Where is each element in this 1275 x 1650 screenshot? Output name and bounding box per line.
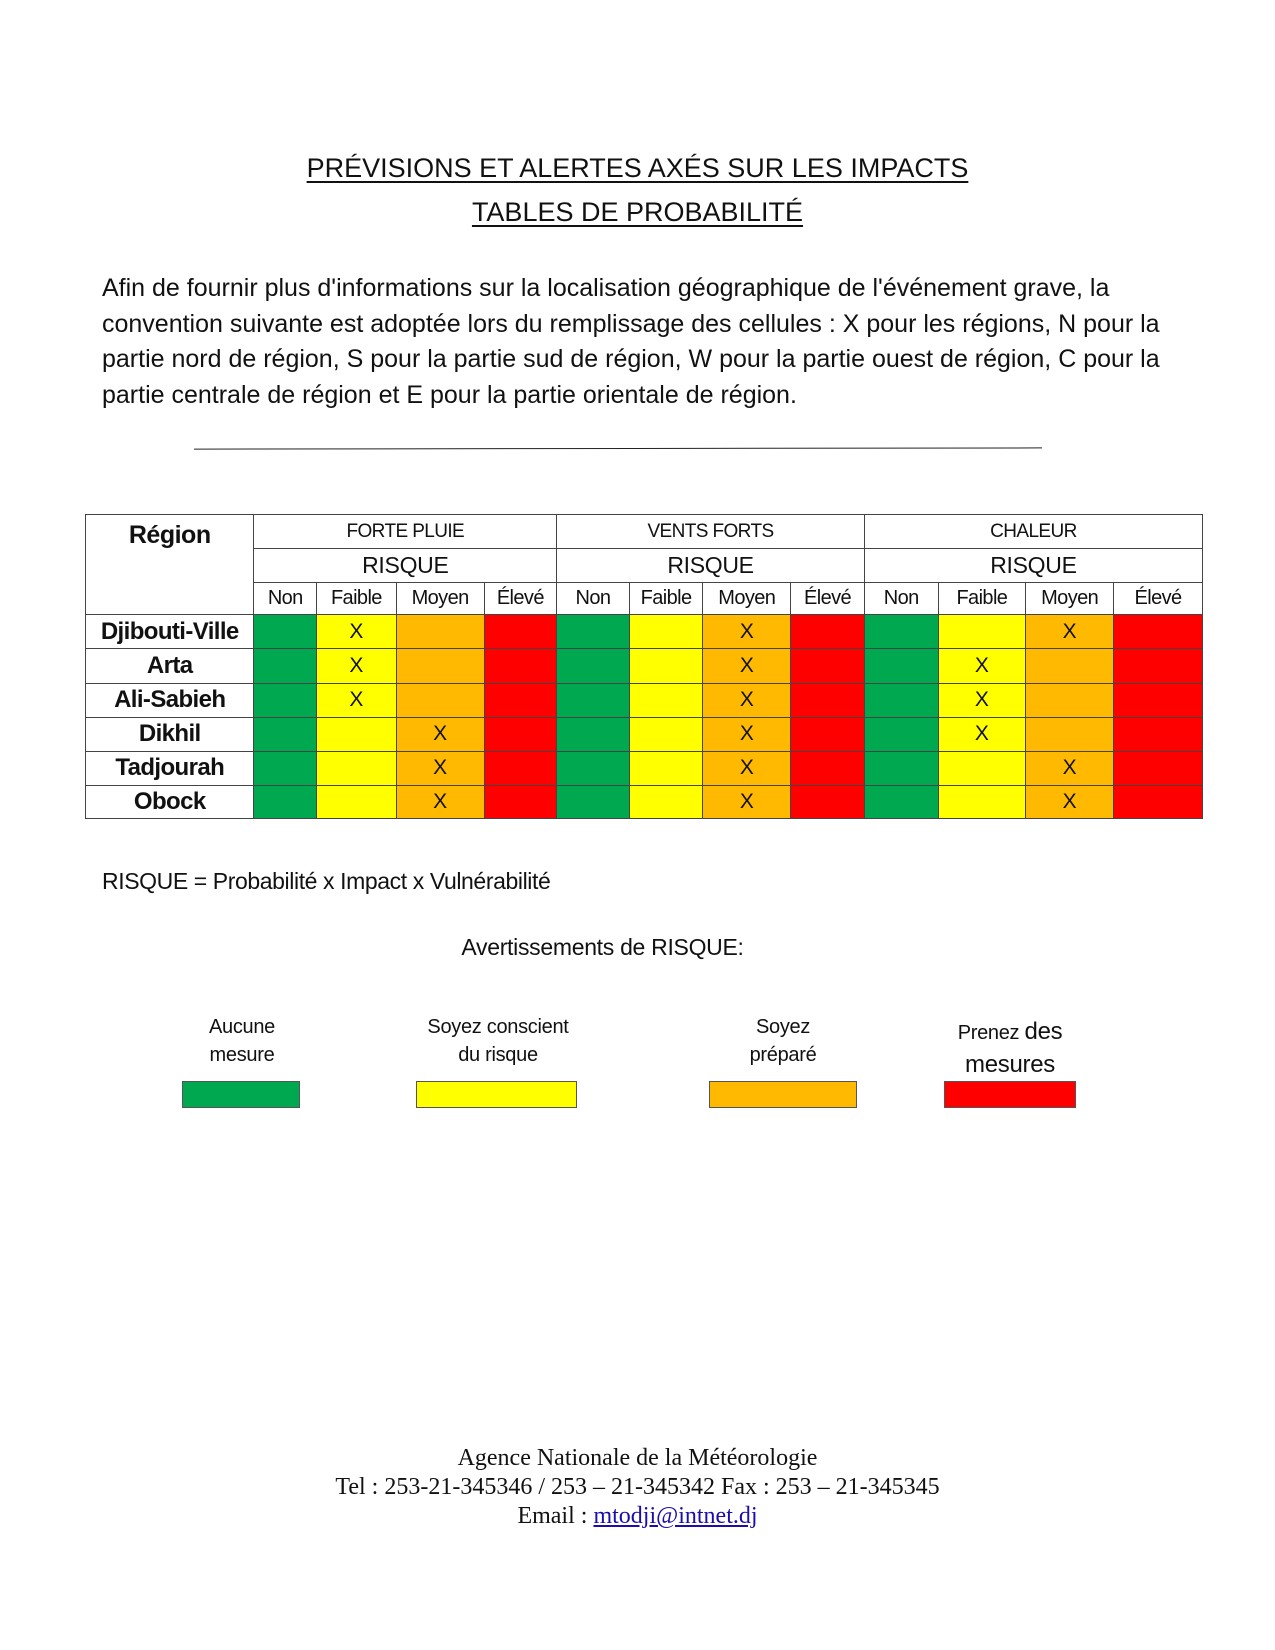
risk-cell	[938, 615, 1026, 649]
risk-cell	[484, 751, 557, 785]
email-link[interactable]: mtodji@intnet.dj	[593, 1503, 758, 1529]
risk-cell	[938, 785, 1026, 818]
title-line-1: PRÉVISIONS ET ALERTES AXÉS SUR LES IMPACTS	[306, 153, 969, 183]
risk-cell	[864, 683, 938, 717]
legend-label-line: du risque	[458, 1044, 538, 1066]
risk-cell	[557, 649, 630, 683]
risk-cell: X	[703, 717, 791, 751]
risk-cell	[254, 717, 317, 751]
level-header-row	[86, 583, 1203, 615]
legend-label-line: préparé	[749, 1044, 817, 1066]
footer	[0, 1444, 1275, 1531]
legend-label-line: des	[1024, 1018, 1063, 1045]
code-w: W	[688, 345, 713, 373]
risk-cell: X	[938, 683, 1026, 717]
risk-cell	[864, 751, 938, 785]
risk-cell: X	[703, 649, 791, 683]
risk-cell	[629, 785, 703, 818]
risk-cell	[317, 751, 397, 785]
footer-agency: Agence Nationale de la Météorologie	[457, 1445, 818, 1471]
legend-label-green	[172, 1013, 312, 1069]
risk-cell: X	[317, 649, 397, 683]
risk-cell	[1026, 649, 1114, 683]
intro-text: Afin de fournir plus d'informations sur la localisation géographique de l'événement grave, la convention suivante est adoptée lors du remplissage des cellules :	[102, 274, 1110, 338]
title-line-2: TABLES DE PROBABILITÉ	[471, 197, 804, 227]
level-header: Moyen	[1026, 583, 1114, 615]
risk-cell	[629, 649, 703, 683]
risk-cell	[1114, 717, 1203, 751]
risk-cell	[396, 683, 484, 717]
risk-header: RISQUE	[557, 549, 865, 583]
warnings-title: Avertissements de RISQUE:	[461, 934, 744, 960]
risk-cell	[1114, 785, 1203, 818]
risk-cell	[1114, 751, 1203, 785]
risk-cell: X	[1026, 615, 1114, 649]
risk-cell	[484, 649, 557, 683]
risk-cell: X	[317, 615, 397, 649]
risk-cell	[791, 615, 865, 649]
legend-label-yellow	[408, 1013, 588, 1069]
intro-text: pour la partie centrale de région et	[102, 345, 1160, 409]
legend-label-line: Soyez conscient	[427, 1016, 569, 1038]
region-name: Arta	[86, 649, 254, 683]
intro-text: pour la partie ouest de région,	[712, 345, 1059, 373]
legend-label-orange	[720, 1013, 846, 1069]
risk-cell	[1114, 649, 1203, 683]
risk-cell	[1026, 717, 1114, 751]
intro-text: pour la partie nord de région,	[102, 309, 1160, 373]
region-name: Djibouti-Ville	[86, 615, 254, 649]
legend-label-line: Aucune	[208, 1016, 276, 1038]
code-x: X	[842, 309, 860, 338]
risk-cell	[484, 683, 557, 717]
intro-text: pour les régions,	[859, 309, 1059, 338]
legend-label-line: mesures	[965, 1051, 1055, 1078]
risk-cell	[317, 717, 397, 751]
risk-cell	[629, 717, 703, 751]
risk-cell: X	[703, 615, 791, 649]
intro-paragraph	[102, 271, 1192, 413]
risk-cell: X	[703, 751, 791, 785]
risk-cell	[864, 649, 938, 683]
risk-cell	[629, 751, 703, 785]
level-header: Non	[254, 583, 317, 615]
risk-cell	[557, 717, 630, 751]
legend-swatch-orange	[709, 1081, 857, 1108]
code-n: N	[1058, 309, 1077, 338]
footer-email-line	[0, 1502, 1275, 1531]
risk-cell	[254, 751, 317, 785]
level-header: Élevé	[484, 583, 557, 615]
risk-cell: X	[703, 683, 791, 717]
legend-label-line: mesure	[209, 1044, 275, 1066]
risk-cell: X	[703, 785, 791, 818]
risk-cell: X	[938, 717, 1026, 751]
risk-cell	[484, 615, 557, 649]
probability-table	[85, 514, 1203, 819]
risk-cell	[629, 615, 703, 649]
code-s: S	[346, 345, 364, 373]
risk-header: RISQUE	[254, 549, 557, 583]
risk-cell: X	[317, 683, 397, 717]
table-row	[86, 717, 1203, 751]
level-header: Non	[557, 583, 630, 615]
risk-cell	[396, 649, 484, 683]
risk-cell	[791, 649, 865, 683]
risk-cell	[791, 785, 865, 818]
legend-swatch-red	[944, 1081, 1076, 1108]
risk-cell: X	[396, 717, 484, 751]
risk-cell	[791, 717, 865, 751]
risk-cell	[791, 683, 865, 717]
region-name: Obock	[86, 785, 254, 818]
table-row	[86, 751, 1203, 785]
footer-email-label: Email :	[517, 1503, 594, 1529]
risk-cell	[557, 615, 630, 649]
legend-label-line: Prenez	[957, 1022, 1025, 1044]
group-header-wind: VENTS FORTS	[557, 515, 865, 549]
table-row	[86, 683, 1203, 717]
risk-cell	[864, 717, 938, 751]
table-row	[86, 785, 1203, 818]
code-e: E	[406, 380, 424, 409]
risk-cell	[791, 751, 865, 785]
level-header: Faible	[938, 583, 1026, 615]
region-name: Ali-Sabieh	[86, 683, 254, 717]
footer-contact: Tel : 253-21-345346 / 253 – 21-345342 Fax : 253 – 21-345345	[335, 1474, 940, 1500]
region-name: Tadjourah	[86, 751, 254, 785]
legend-swatch-green	[182, 1081, 300, 1108]
level-header: Non	[864, 583, 938, 615]
risk-cell	[1114, 615, 1203, 649]
risk-cell: X	[396, 785, 484, 818]
risk-cell	[557, 785, 630, 818]
group-header-heat: CHALEUR	[864, 515, 1202, 549]
risk-header: RISQUE	[864, 549, 1202, 583]
risk-formula: RISQUE = Probabilité x Impact x Vulnérabilité	[102, 868, 551, 894]
legend-swatch-yellow	[416, 1081, 577, 1108]
risk-cell: X	[938, 649, 1026, 683]
level-header: Faible	[317, 583, 397, 615]
risk-cell	[938, 751, 1026, 785]
legend-label-line: Soyez	[755, 1016, 811, 1038]
intro-text: pour la partie orientale de région.	[423, 380, 797, 409]
risk-cell	[629, 683, 703, 717]
level-header: Faible	[629, 583, 703, 615]
region-column-header: Région	[86, 515, 254, 615]
level-header: Élevé	[1114, 583, 1203, 615]
risk-cell	[254, 649, 317, 683]
group-header-rain: FORTE PLUIE	[254, 515, 557, 549]
risk-cell	[557, 751, 630, 785]
risk-cell	[396, 615, 484, 649]
level-header: Moyen	[396, 583, 484, 615]
legend-label-red	[930, 1016, 1090, 1081]
risk-cell: X	[1026, 785, 1114, 818]
risk-cell	[864, 615, 938, 649]
risk-cell: X	[396, 751, 484, 785]
risk-cell	[1026, 683, 1114, 717]
risk-cell	[484, 717, 557, 751]
risk-cell	[317, 785, 397, 818]
level-header: Moyen	[703, 583, 791, 615]
table-row	[86, 649, 1203, 683]
risk-cell	[557, 683, 630, 717]
table-row	[86, 615, 1203, 649]
level-header: Élevé	[791, 583, 865, 615]
risk-cell	[254, 683, 317, 717]
risk-cell	[864, 785, 938, 818]
risk-cell	[254, 615, 317, 649]
risk-cell	[1114, 683, 1203, 717]
intro-text: pour la partie sud de région,	[363, 345, 689, 373]
risk-cell: X	[1026, 751, 1114, 785]
risk-cell	[484, 785, 557, 818]
region-name: Dikhil	[86, 717, 254, 751]
divider-line	[194, 447, 1042, 449]
risk-cell	[254, 785, 317, 818]
code-c: C	[1058, 345, 1077, 373]
